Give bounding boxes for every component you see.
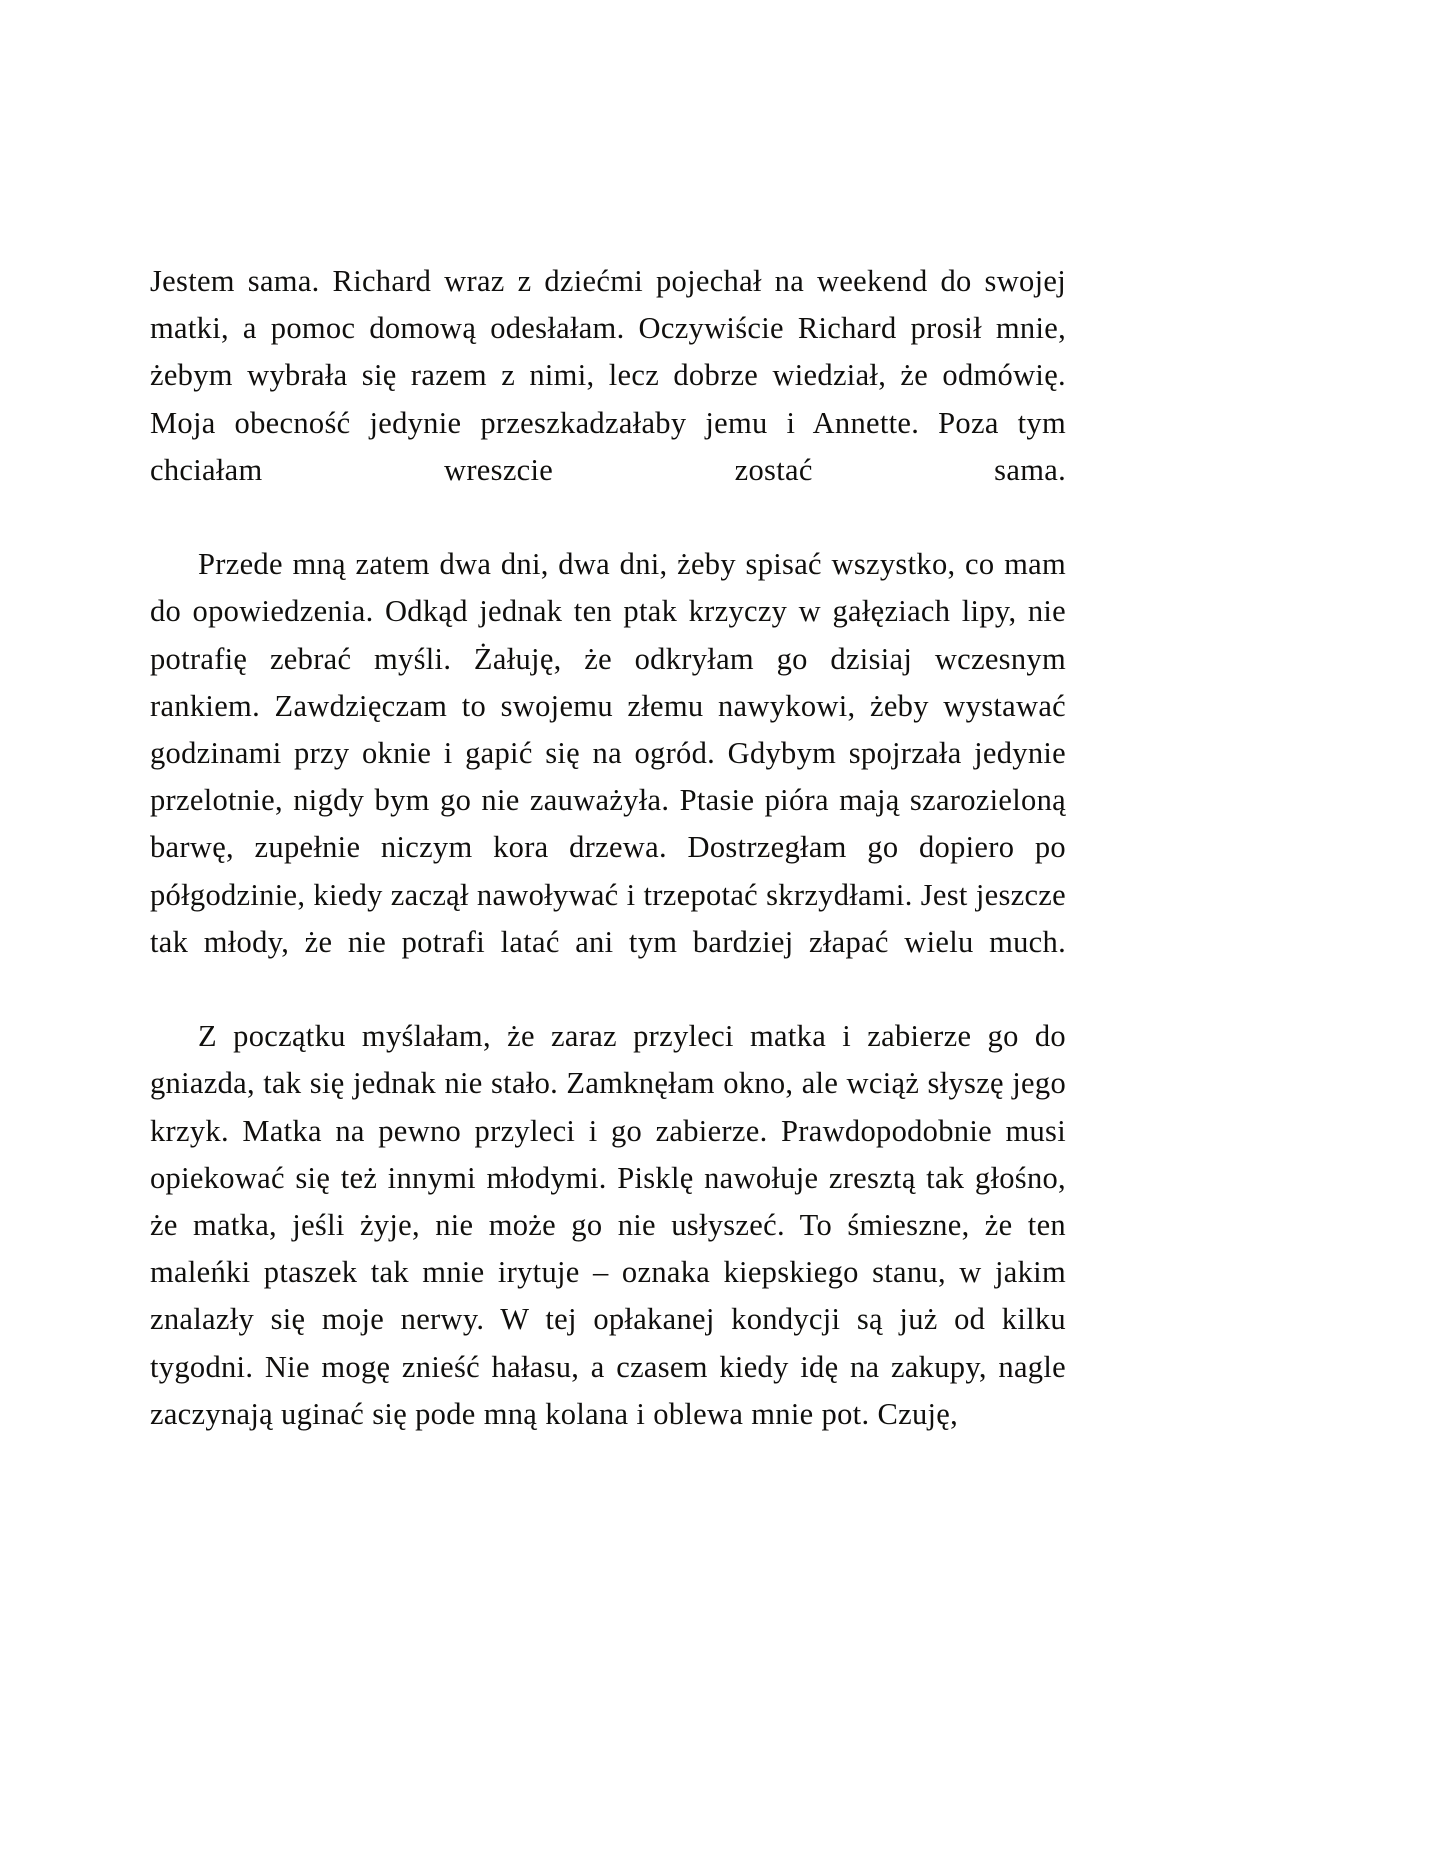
paragraph-1: Jestem sama. Richard wraz z dziećmi pojechał na weekend do swojej matki, a pomoc domową odesłałam. Oczywiście Richard prosił mnie, żebym wybrała się razem z nimi, lecz dobrze wiedział, że odmówię. Moja obecność jedynie przeszkadzałaby jemu i Annette. Poza tym chciałam wreszcie zostać sama. <box>150 264 1066 487</box>
paragraph-3: Z początku myślałam, że zaraz przyleci matka i zabierze go do gniazda, tak się jednak nie stało. Zamknęłam okno, ale wciąż słyszę jego krzyk. Matka na pewno przyleci i go zabierze. Prawdopodobnie musi opiekować się też innymi młodymi. Pisklę nawołuje zresztą tak głośno, że matka, jeśli żyje, nie może go nie usłyszeć. To śmieszne, że ten maleńki ptaszek tak mnie irytuje – oznaka kiepskiego stanu, w jakim znalazły się moje nerwy. W tej opłakanej kondycji są już od kilku tygodni. Nie mogę znieść hałasu, a czasem kiedy idę na zakupy, nagle zaczynają uginać się pode mną kolana i oblewa mnie pot. Czuję, <box>150 1019 1066 1431</box>
body-text-column <box>150 258 1066 1438</box>
paragraph-2: Przede mną zatem dwa dni, dwa dni, żeby spisać wszystko, co mam do opowiedzenia. Odkąd jednak ten ptak krzyczy w gałęziach lipy, nie potrafię zebrać myśli. Żałuję, że odkryłam go dzisiaj wczesnym rankiem. Zawdzięczam to swojemu złemu nawykowi, żeby wystawać godzinami przy oknie i gapić się na ogród. Gdybym spojrzała jedynie przelotnie, nigdy bym go nie zauważyła. Ptasie pióra mają szarozieloną barwę, zupełnie niczym kora drzewa. Dostrzegłam go dopiero po półgodzinie, kiedy zaczął nawoływać i trzepotać skrzydłami. Jest jeszcze tak młody, że nie potrafi latać ani tym bardziej złapać wielu much. <box>150 547 1066 959</box>
